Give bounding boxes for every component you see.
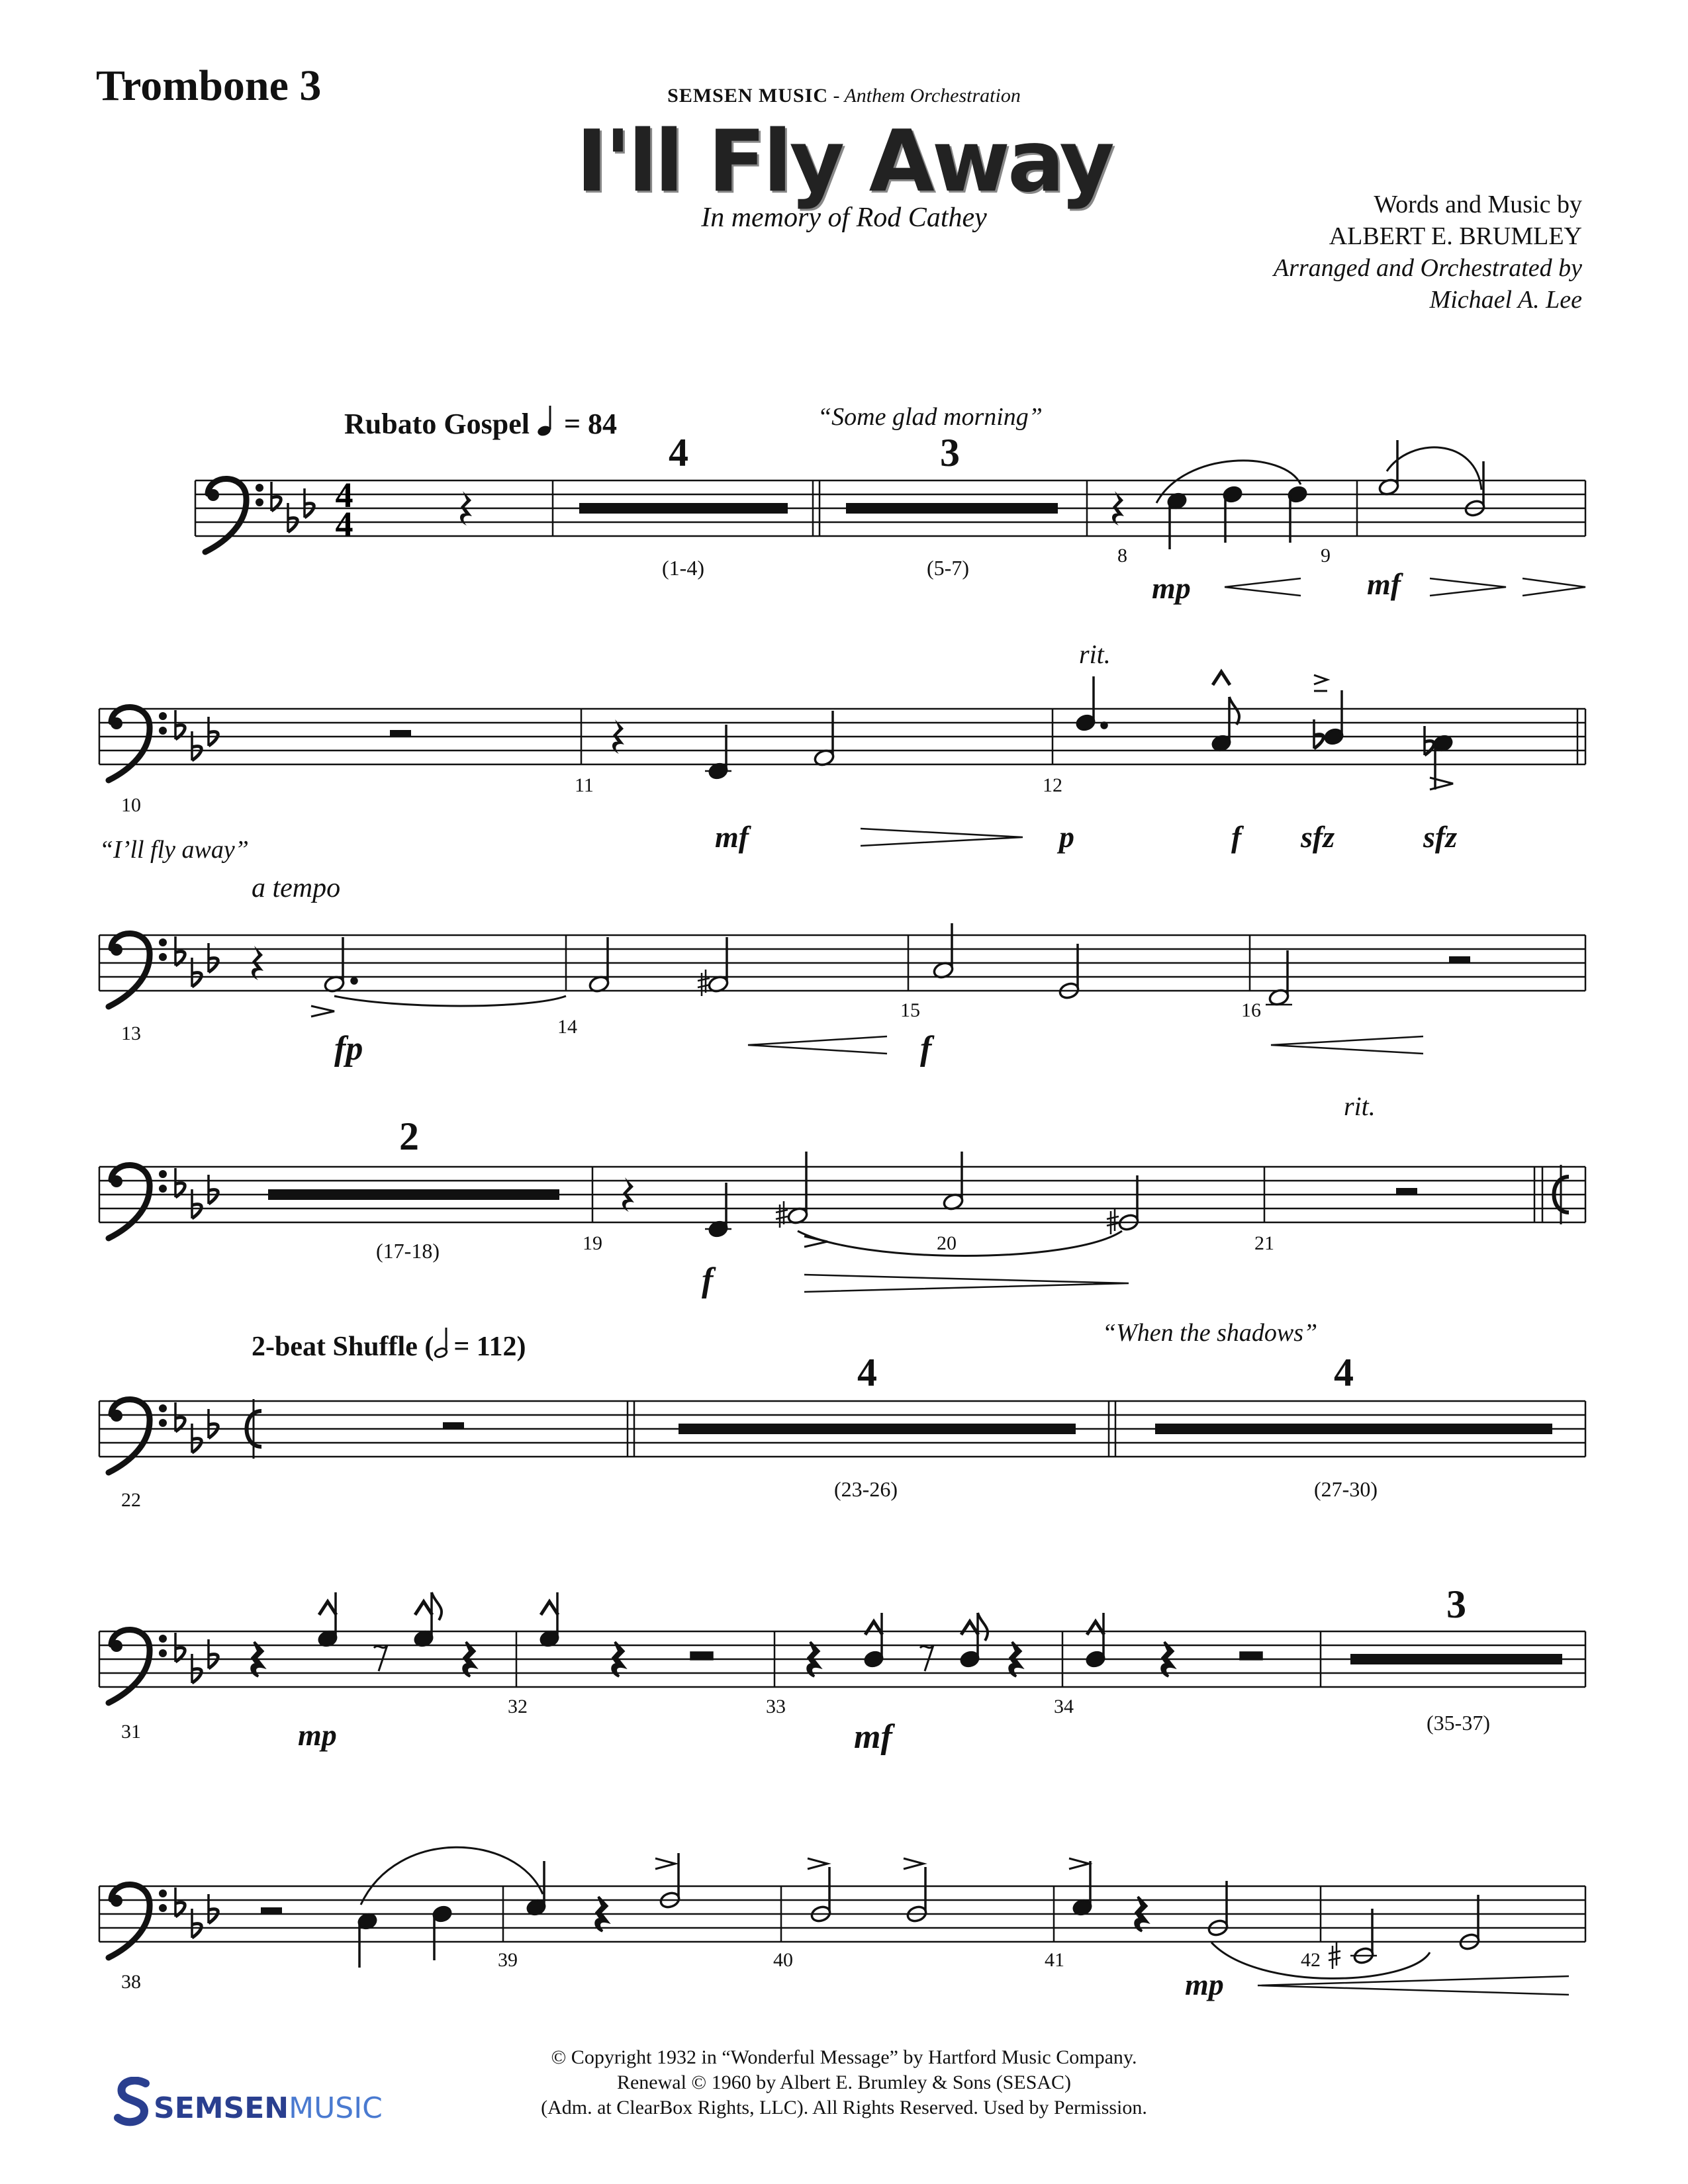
measure-number: 21 bbox=[1254, 1232, 1274, 1254]
flat-icon bbox=[209, 1409, 218, 1438]
rest-range: (27-30) bbox=[1314, 1477, 1378, 1501]
measure-number: 32 bbox=[508, 1696, 528, 1717]
measure-number: 14 bbox=[557, 1016, 577, 1038]
dynamic-marking: mf bbox=[854, 1718, 892, 1756]
flat-icon bbox=[192, 958, 201, 987]
dynamic-marking: mp bbox=[1152, 571, 1191, 605]
tempo-marking bbox=[252, 1322, 526, 1363]
flat-icon bbox=[192, 731, 201, 760]
song-title: I'll Fly Away bbox=[576, 113, 1112, 211]
staff-system-2 bbox=[99, 709, 1585, 764]
decrescendo-hairpin bbox=[1430, 578, 1506, 596]
half-rest bbox=[261, 1907, 282, 1914]
cue-text: “I’ll fly away” bbox=[99, 836, 249, 864]
flat-icon bbox=[305, 488, 314, 518]
measure-number: 12 bbox=[1043, 774, 1062, 796]
flat-icon bbox=[175, 1168, 185, 1197]
dynamic-marking: mp bbox=[1185, 1968, 1224, 2001]
rest-count: 3 bbox=[1446, 1582, 1466, 1626]
flat-icon bbox=[288, 503, 297, 532]
measure-number: 41 bbox=[1045, 1949, 1064, 1971]
measure-number: 34 bbox=[1054, 1696, 1074, 1717]
flat-icon bbox=[209, 1639, 218, 1668]
measure-number: 22 bbox=[121, 1489, 141, 1511]
dynamic-marking: f bbox=[1231, 820, 1242, 854]
decrescendo-hairpin bbox=[804, 1275, 1129, 1292]
measure-number: 13 bbox=[121, 1023, 141, 1044]
tempo-text: 2-beat Shuffle ( bbox=[252, 1332, 434, 1362]
flat-icon bbox=[192, 1189, 201, 1218]
measure-number: 19 bbox=[583, 1232, 602, 1254]
credit-line: Words and Music by bbox=[1374, 191, 1582, 218]
decrescendo-hairpin bbox=[1271, 1036, 1423, 1054]
bass-clef-icon bbox=[109, 707, 167, 780]
multi-rest bbox=[1350, 1654, 1562, 1664]
half-rest bbox=[1396, 1188, 1417, 1195]
rest-count: 4 bbox=[1334, 1351, 1354, 1394]
flat-icon bbox=[175, 936, 185, 966]
flat-icon bbox=[192, 1424, 201, 1453]
dynamic-marking: fp bbox=[334, 1030, 363, 1068]
bass-clef-icon bbox=[205, 478, 263, 552]
staff-system-3 bbox=[99, 935, 1585, 991]
tempo-bpm: = 84 bbox=[563, 408, 618, 440]
credit-line: ALBERT E. BRUMLEY bbox=[1329, 222, 1582, 250]
notes-m13-16 bbox=[311, 923, 1292, 1017]
dynamic-marking: sfz bbox=[1423, 820, 1458, 854]
measure-number: 8 bbox=[1117, 545, 1127, 567]
publisher-note: - Anthem Orchestration bbox=[833, 85, 1021, 107]
notes-m31-34 bbox=[252, 1592, 1262, 1676]
bass-clef-icon bbox=[109, 1884, 167, 1958]
dedication: In memory of Rod Cathey bbox=[701, 203, 987, 233]
dynamic-marking: p bbox=[1059, 820, 1074, 854]
dynamic-marking: mf bbox=[1367, 567, 1401, 601]
half-rest bbox=[390, 730, 411, 737]
logo-wordmark bbox=[154, 2091, 383, 2125]
measure-number: 9 bbox=[1321, 545, 1331, 567]
bass-clef-icon bbox=[109, 1629, 167, 1703]
dynamic-marking: f bbox=[920, 1030, 932, 1068]
copyright-line: © Copyright 1932 in “Wonderful Message” by Hartford Music Company. bbox=[551, 2046, 1137, 2068]
crescendo-hairpin bbox=[1225, 578, 1301, 596]
measure-number: 33 bbox=[766, 1696, 786, 1717]
dynamic-marking: f bbox=[702, 1261, 714, 1299]
logo-word: MUSIC bbox=[289, 2091, 383, 2125]
half-rest bbox=[443, 1422, 464, 1429]
logo-word: SEMSEN bbox=[154, 2091, 289, 2125]
dynamic-marking: mp bbox=[298, 1718, 337, 1752]
time-signature: 4 bbox=[335, 504, 353, 544]
flat-icon bbox=[175, 1633, 185, 1662]
bass-clef-icon bbox=[109, 1399, 167, 1473]
flat-icon bbox=[209, 1175, 218, 1204]
multi-rest bbox=[579, 503, 788, 514]
time-signature: 4 bbox=[335, 475, 353, 515]
cue-text: “When the shadows” bbox=[1102, 1319, 1318, 1347]
crescendo-hairpin bbox=[748, 1036, 887, 1054]
copyright-line: (Adm. at ClearBox Rights, LLC). All Rights Reserved. Used by Permission. bbox=[541, 2097, 1147, 2118]
rest-range: (35-37) bbox=[1427, 1711, 1490, 1735]
staff-system-7 bbox=[99, 1886, 1585, 1942]
crescendo-hairpin bbox=[1258, 1976, 1569, 1995]
flat-icon bbox=[192, 1909, 201, 1938]
rest-range: (5-7) bbox=[927, 556, 969, 580]
measure-number: 39 bbox=[498, 1949, 518, 1971]
flat-icon bbox=[175, 710, 185, 739]
measure-number: 31 bbox=[121, 1721, 141, 1743]
dynamic-marking: sfz bbox=[1301, 820, 1335, 854]
multi-rest bbox=[268, 1189, 559, 1200]
half-rest bbox=[1449, 956, 1470, 963]
decrescendo-hairpin bbox=[861, 829, 1023, 846]
a-tempo-marking: a tempo bbox=[252, 873, 341, 903]
measure-number: 42 bbox=[1301, 1949, 1321, 1971]
bass-clef-icon bbox=[109, 933, 167, 1007]
measure-number: 11 bbox=[575, 774, 594, 796]
decrescendo-hairpin bbox=[1523, 578, 1585, 596]
rit-marking: rit. bbox=[1079, 639, 1111, 669]
credit-line: Arranged and Orchestrated by bbox=[1273, 254, 1582, 282]
rest-range: (23-26) bbox=[834, 1477, 898, 1501]
flat-icon bbox=[271, 482, 281, 511]
rest-count: 3 bbox=[940, 431, 960, 475]
measure-number: 20 bbox=[937, 1232, 957, 1254]
notes-m12 bbox=[1075, 672, 1453, 790]
measure-number: 38 bbox=[121, 1971, 141, 1993]
measure-number: 40 bbox=[773, 1949, 793, 1971]
notes-m11 bbox=[705, 711, 835, 780]
part-name: Trombone 3 bbox=[96, 62, 322, 110]
rest-count: 4 bbox=[669, 431, 688, 475]
notes-m9 bbox=[1378, 440, 1485, 518]
rit-marking: rit. bbox=[1344, 1091, 1376, 1121]
flat-icon bbox=[209, 1894, 218, 1923]
flat-icon bbox=[192, 1654, 201, 1683]
tempo-marking bbox=[344, 400, 617, 441]
cue-text: “Some glad morning” bbox=[818, 403, 1043, 431]
copyright-line: Renewal © 1960 by Albert E. Brumley & Sons (SESAC) bbox=[616, 2071, 1072, 2093]
half-note-icon bbox=[434, 1326, 453, 1367]
flat-icon bbox=[175, 1402, 185, 1432]
rest-range: (1-4) bbox=[662, 556, 704, 580]
dynamic-marking: mf bbox=[715, 820, 749, 854]
flat-icon bbox=[209, 717, 218, 746]
tempo-bpm: = 112) bbox=[453, 1332, 526, 1362]
multi-rest bbox=[1155, 1424, 1552, 1434]
semsen-logo-icon bbox=[114, 2077, 154, 2133]
bass-clef-icon bbox=[109, 1165, 167, 1238]
rest-range: (17-18) bbox=[376, 1239, 440, 1263]
measure-number: 16 bbox=[1241, 999, 1261, 1021]
rest-count: 4 bbox=[857, 1351, 877, 1394]
flat-icon bbox=[209, 943, 218, 972]
measure-number: 10 bbox=[121, 794, 141, 816]
quarter-note-icon bbox=[537, 404, 557, 445]
credit-line: Michael A. Lee bbox=[1429, 286, 1582, 314]
multi-rest bbox=[846, 503, 1058, 514]
rest-count: 2 bbox=[399, 1115, 419, 1158]
flat-icon bbox=[175, 1888, 185, 1917]
measure-number: 15 bbox=[900, 999, 920, 1021]
publisher-name: SEMSEN MUSIC bbox=[667, 85, 829, 107]
tempo-text: Rubato Gospel bbox=[344, 408, 530, 440]
multi-rest bbox=[679, 1424, 1076, 1434]
